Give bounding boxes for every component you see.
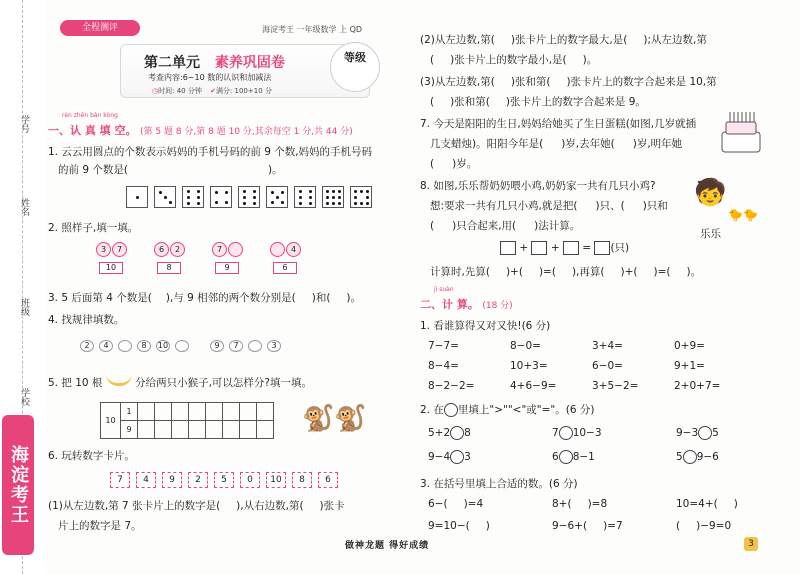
fill-left: ( <box>676 520 681 532</box>
q1-prefix: 的前 9 个数是( <box>58 164 128 176</box>
q4-text: 4. 找规律填数。 <box>48 314 125 326</box>
flower-left-petal: 3 <box>96 242 111 257</box>
dot <box>354 196 357 199</box>
compare-right: 8 <box>464 427 471 439</box>
flower-right-petal: 4 <box>286 242 301 257</box>
q3-part4: )。 <box>346 292 362 304</box>
compare-right: 5 <box>712 427 719 439</box>
arithmetic-item[interactable]: 3+5−2= <box>592 380 639 392</box>
footer-slogan: 做神龙题 得好成绩 <box>345 541 430 551</box>
q8-d: ( <box>430 220 435 232</box>
q8-f: )法计算。 <box>534 220 581 232</box>
split-cell[interactable] <box>189 403 206 421</box>
q8-calc-a: 计算时,先算( <box>430 266 490 278</box>
dot <box>187 190 190 193</box>
title-name: 素养巩固卷 <box>214 55 285 71</box>
answer-box[interactable] <box>500 241 516 255</box>
q6-sub1-c: )张卡 <box>319 500 345 512</box>
circle-icon <box>444 403 458 417</box>
section2-note: (18 分) <box>482 301 513 311</box>
dot <box>169 201 172 204</box>
binding-strip <box>0 0 44 574</box>
split-cell[interactable] <box>257 403 274 421</box>
title-unit: 第二单元 <box>144 55 200 71</box>
q7-d: ( <box>430 158 435 170</box>
split-cell[interactable] <box>172 421 189 439</box>
brand-logo: 海淀考王 <box>2 415 34 555</box>
q1-line1: 1. 云云用圆点的个数表示妈妈的手机号码的前 9 个数,妈妈的手机号码 <box>48 146 373 158</box>
q6-sub2-d: ( <box>430 54 435 66</box>
q3-part1: 3. 5 后面第 4 个数是( <box>48 292 152 304</box>
dot <box>354 202 357 205</box>
split-table <box>100 402 274 439</box>
q6-sub1-line2: 片上的数字是 7。 <box>58 520 142 532</box>
dot <box>326 190 329 193</box>
fill-item <box>552 498 607 510</box>
dot <box>281 191 284 194</box>
dot <box>360 202 363 205</box>
dot <box>159 191 162 194</box>
arithmetic-item[interactable]: 10+3= <box>510 360 548 372</box>
q7-line3 <box>430 156 477 171</box>
s2q2-text <box>420 402 594 417</box>
dice-card <box>266 186 288 208</box>
dice-card <box>350 186 372 208</box>
name-label: 姓名 <box>19 198 29 216</box>
dot <box>332 196 335 199</box>
dot <box>276 196 279 199</box>
compare-left: 6 <box>552 451 559 463</box>
answer-box[interactable] <box>563 241 579 255</box>
compare-right: 9−6 <box>696 451 719 463</box>
dot <box>309 202 312 205</box>
q3-part3: )和( <box>311 292 331 304</box>
fill-left: 10=4+( <box>676 498 718 510</box>
time-score <box>152 86 272 96</box>
fill-left: 6−( <box>428 498 448 510</box>
q5-text <box>48 374 312 390</box>
dice-card <box>322 186 344 208</box>
q5-part2: 分给两只小猴子,可以怎样分?填一填。 <box>135 377 313 389</box>
chicks-icon: 🐤🐤 <box>728 208 758 222</box>
monkeys-icon: 🐒🐒 <box>302 404 367 434</box>
arithmetic-item[interactable]: 8−0= <box>510 340 541 352</box>
q2-text: 2. 照样子,填一填。 <box>48 222 139 234</box>
s2q1-text: 1. 看谁算得又对又快!(6 分) <box>420 320 551 332</box>
arithmetic-item[interactable]: 8−2−2= <box>428 380 475 392</box>
q3-text <box>48 290 361 305</box>
flower-left-petal: 7 <box>212 242 227 257</box>
dot <box>225 201 228 204</box>
q6-sub3-e: )张和第( <box>450 96 490 108</box>
dot <box>299 202 302 205</box>
bead: 2 <box>80 340 94 352</box>
dot <box>253 196 256 199</box>
q6-sub1-line1 <box>48 498 345 513</box>
section2-title: 二、计 算。 <box>420 298 479 311</box>
badge: 全程测评 <box>60 20 140 36</box>
dice-card <box>238 186 260 208</box>
q8-c: )只和 <box>642 200 668 212</box>
dot <box>136 196 139 199</box>
dot <box>366 202 369 205</box>
arithmetic-item[interactable]: 4+6−9= <box>510 380 557 392</box>
grade-circle: 等级 <box>330 42 380 92</box>
q8-calc-f: )=( <box>653 266 671 278</box>
time-text: 时间: 40 分钟 <box>158 87 202 95</box>
check-icon: ✔ <box>210 87 216 95</box>
flower-pot: 10 <box>99 262 123 274</box>
section1-pinyin: rèn zhēn bàn kòng <box>62 112 118 119</box>
compare-circle[interactable] <box>450 450 464 464</box>
dot <box>164 196 167 199</box>
compare-circle[interactable] <box>683 450 697 464</box>
q6-sub2-c: );从左边数,第 <box>643 34 707 46</box>
cake-icon <box>716 106 766 156</box>
arithmetic-item[interactable]: 9+1= <box>674 360 705 372</box>
compare-item <box>676 426 719 440</box>
q8-line3 <box>430 218 580 233</box>
compare-circle[interactable] <box>698 426 712 440</box>
compare-left: 7 <box>552 427 559 439</box>
q6-sub3-c: )张卡片上的数字合起来是 10,第 <box>566 76 717 88</box>
fill-item <box>552 520 623 532</box>
dot <box>281 201 284 204</box>
q8-line2 <box>430 198 668 213</box>
split-cell[interactable] <box>240 421 257 439</box>
compare-item <box>428 426 471 440</box>
q3-part2: ),与 9 相邻的两个数分别是( <box>165 292 296 304</box>
q8-calc-g: )。 <box>686 266 702 278</box>
compare-right: 3 <box>464 451 471 463</box>
dice-card <box>294 186 316 208</box>
dot <box>326 196 329 199</box>
q7-a: 几支蜡烛)。阳阳今年是( <box>430 138 544 150</box>
dot <box>271 201 274 204</box>
bead: 9 <box>210 340 224 352</box>
q8-calc <box>430 264 701 279</box>
answer-box[interactable] <box>531 241 547 255</box>
number-card: 8 <box>292 472 312 488</box>
dot <box>215 201 218 204</box>
dot <box>225 191 228 194</box>
dot <box>332 190 335 193</box>
dot <box>326 202 329 205</box>
fill-right: )=8 <box>587 498 608 510</box>
number-card: 4 <box>136 472 156 488</box>
q6-sub3-b: )张和第( <box>510 76 551 88</box>
split-cell[interactable] <box>206 403 223 421</box>
dot <box>243 196 246 199</box>
student-number-label: 学号 <box>19 115 29 133</box>
dot <box>338 202 341 205</box>
answer-box[interactable] <box>594 241 610 255</box>
dot <box>338 196 341 199</box>
q8-b: )只、( <box>595 200 625 212</box>
split-cell[interactable] <box>240 403 257 421</box>
dot <box>243 190 246 193</box>
section1-heading <box>48 122 353 138</box>
school-label: 学校 <box>19 388 29 406</box>
q6-sub1-b: ),从右边数,第( <box>236 500 304 512</box>
dot <box>243 202 246 205</box>
fill-left: 9−6+( <box>552 520 588 532</box>
dot <box>354 190 357 193</box>
q6-sub3-line2 <box>430 94 646 109</box>
q6-sub2-a: (2)从左边数,第( <box>420 34 495 46</box>
dot <box>187 196 190 199</box>
dot <box>309 190 312 193</box>
split-total: 10 <box>101 403 121 439</box>
page-number: 3 <box>744 537 758 551</box>
fill-right: ) <box>485 520 490 532</box>
q7-b: )岁,去年她( <box>561 138 615 150</box>
q6-sub2-f: )。 <box>582 54 598 66</box>
number-card: 6 <box>318 472 338 488</box>
arithmetic-item[interactable]: 2+0+7= <box>674 380 721 392</box>
dot <box>299 190 302 193</box>
s2q2-b: 里填上">""<"或"="。(6 分) <box>457 404 595 416</box>
split-cell[interactable] <box>223 403 240 421</box>
dot <box>360 190 363 193</box>
number-card: 7 <box>110 472 130 488</box>
kid-icon: 🧒 <box>694 178 727 208</box>
flower-left-petal[interactable] <box>270 242 285 257</box>
dice-card <box>210 186 232 208</box>
flower-left-petal: 6 <box>154 242 169 257</box>
split-cell[interactable] <box>223 421 240 439</box>
flower-right-petal[interactable] <box>228 242 243 257</box>
compare-item <box>676 450 719 464</box>
dot <box>338 190 341 193</box>
fill-left: 8+( <box>552 498 572 510</box>
q6-sub2-e: )张卡片上的数字最小,是( <box>450 54 567 66</box>
q6-sub2-b: )张卡片上的数字最大,是( <box>510 34 628 46</box>
split-cell[interactable] <box>206 421 223 439</box>
bead[interactable] <box>118 340 132 352</box>
split-bottom-first: 9 <box>121 421 138 439</box>
q8-line1: 8. 如图,乐乐帮奶奶喂小鸡,奶奶家一共有几只小鸡? <box>420 180 656 192</box>
number-card: 2 <box>188 472 208 488</box>
fill-left: 9=10−( <box>428 520 470 532</box>
score-text: 满分: 100+10 分 <box>215 87 272 95</box>
q6-sub3-line1 <box>420 74 717 89</box>
page-title <box>144 52 285 72</box>
s2q2-a: 2. 在 <box>420 404 444 416</box>
dot <box>253 202 256 205</box>
banana-icon <box>106 374 132 386</box>
q8-a: 想:要求一共有几只小鸡,就是把( <box>430 200 578 212</box>
q7-c: )岁,明年她 <box>632 138 683 150</box>
dice-card <box>126 186 148 208</box>
split-cell[interactable] <box>172 403 189 421</box>
split-cell[interactable] <box>155 403 172 421</box>
arithmetic-item[interactable]: 8−4= <box>428 360 459 372</box>
bead[interactable] <box>175 340 189 352</box>
section2-pinyin: jì suàn <box>434 286 454 293</box>
flower-pot: 6 <box>273 262 297 274</box>
bead: 3 <box>267 340 281 352</box>
q6-sub3-d: ( <box>430 96 435 108</box>
compare-item <box>552 450 595 464</box>
bead: 10 <box>157 341 169 350</box>
bead: 8 <box>137 340 151 352</box>
class-label: 班级 <box>19 298 29 316</box>
q1-suffix: )。 <box>267 164 283 176</box>
arithmetic-item[interactable]: 3+4= <box>592 340 623 352</box>
q6-text: 6. 玩转数字卡片。 <box>48 450 135 462</box>
fill-right: )=4 <box>463 498 484 510</box>
dice-card <box>154 186 176 208</box>
split-cell[interactable] <box>155 421 172 439</box>
compare-item <box>552 426 602 440</box>
arithmetic-item[interactable]: 7−7= <box>428 340 459 352</box>
flower-right-petal: 7 <box>112 242 127 257</box>
dot <box>332 202 335 205</box>
q6-sub1-a: (1)从左边数,第 7 张卡片上的数字是( <box>48 500 221 512</box>
fill-item <box>676 520 731 532</box>
q8-equation: + + = (只) <box>500 240 629 255</box>
q1-line2 <box>58 162 283 177</box>
fill-right: )−9=0 <box>696 520 732 532</box>
fill-right: ) <box>733 498 738 510</box>
s2q3-text: 3. 在括号里填上合适的数。(6 分) <box>420 478 578 490</box>
arithmetic-item[interactable]: 6−0= <box>592 360 623 372</box>
split-cell[interactable] <box>138 421 155 439</box>
compare-left: 5 <box>676 451 683 463</box>
dot <box>197 190 200 193</box>
compare-circle[interactable] <box>559 426 573 440</box>
series-info: 海淀考王 一年级数学 上 QD <box>262 25 363 34</box>
dot <box>299 196 302 199</box>
split-cell[interactable] <box>189 421 206 439</box>
fill-item <box>428 520 490 532</box>
compare-right: 8−1 <box>572 451 595 463</box>
flower-pot: 9 <box>215 262 239 274</box>
q7-e: )岁。 <box>452 158 478 170</box>
section2-heading <box>420 296 513 312</box>
clock-icon: ◷ <box>152 87 159 95</box>
q7-line1: 7. 今天是阳阳的生日,妈妈给她买了生日蛋糕(如图,几岁就插 <box>420 118 697 130</box>
q8-calc-d: ),再算( <box>571 266 605 278</box>
dot <box>197 196 200 199</box>
dot <box>197 202 200 205</box>
dot <box>366 190 369 193</box>
flower-pot: 8 <box>157 262 181 274</box>
number-card: 0 <box>240 472 260 488</box>
dice-card <box>182 186 204 208</box>
dot <box>215 191 218 194</box>
flower-right-petal: 2 <box>170 242 185 257</box>
number-card: 5 <box>214 472 234 488</box>
compare-left: 9−4 <box>428 451 451 463</box>
q8-e: )只合起来,用( <box>452 220 517 232</box>
bead: 4 <box>99 340 113 352</box>
dot <box>253 190 256 193</box>
split-cell[interactable] <box>257 421 274 439</box>
compare-circle[interactable] <box>559 450 573 464</box>
kid-name: 乐乐 <box>700 228 721 240</box>
compare-circle[interactable] <box>450 426 464 440</box>
dot <box>271 191 274 194</box>
compare-item <box>428 450 471 464</box>
split-top-first: 1 <box>121 403 138 421</box>
q7-line2 <box>430 136 682 151</box>
q8-calc-e: )+( <box>620 266 638 278</box>
number-card: 10 <box>266 472 286 488</box>
compare-left: 5+2 <box>428 427 451 439</box>
dot <box>366 196 369 199</box>
section1-title: 一、认 真 填 空。 <box>48 124 137 137</box>
number-card: 9 <box>162 472 182 488</box>
q5-part1: 5. 把 10 根 <box>48 377 103 389</box>
q6-sub3-f: )张卡片上的数字合起来是 9。 <box>505 96 646 108</box>
split-cell[interactable] <box>138 403 155 421</box>
fill-right: )=7 <box>603 520 623 532</box>
bead[interactable] <box>248 340 262 352</box>
q6-sub2-line2 <box>430 52 597 67</box>
q6-sub2-line1 <box>420 32 707 47</box>
fill-item <box>676 498 738 510</box>
q6-sub3-a: (3)从左边数,第( <box>420 76 495 88</box>
arithmetic-item[interactable]: 0+9= <box>674 340 705 352</box>
fill-item <box>428 498 483 510</box>
dot <box>187 202 190 205</box>
q8-calc-c: )=( <box>538 266 556 278</box>
dot <box>309 196 312 199</box>
q8-unit: (只) <box>610 242 630 254</box>
compare-left: 9−3 <box>676 427 699 439</box>
section1-note: (第 5 题 8 分,第 8 题 10 分,其余每空 1 分,共 44 分) <box>140 127 353 137</box>
bead: 7 <box>229 340 243 352</box>
compare-right: 10−3 <box>572 427 602 439</box>
q8-calc-b: )+( <box>505 266 523 278</box>
scope-text: 考查内容:6~10 数的认识和加减法 <box>148 73 272 82</box>
